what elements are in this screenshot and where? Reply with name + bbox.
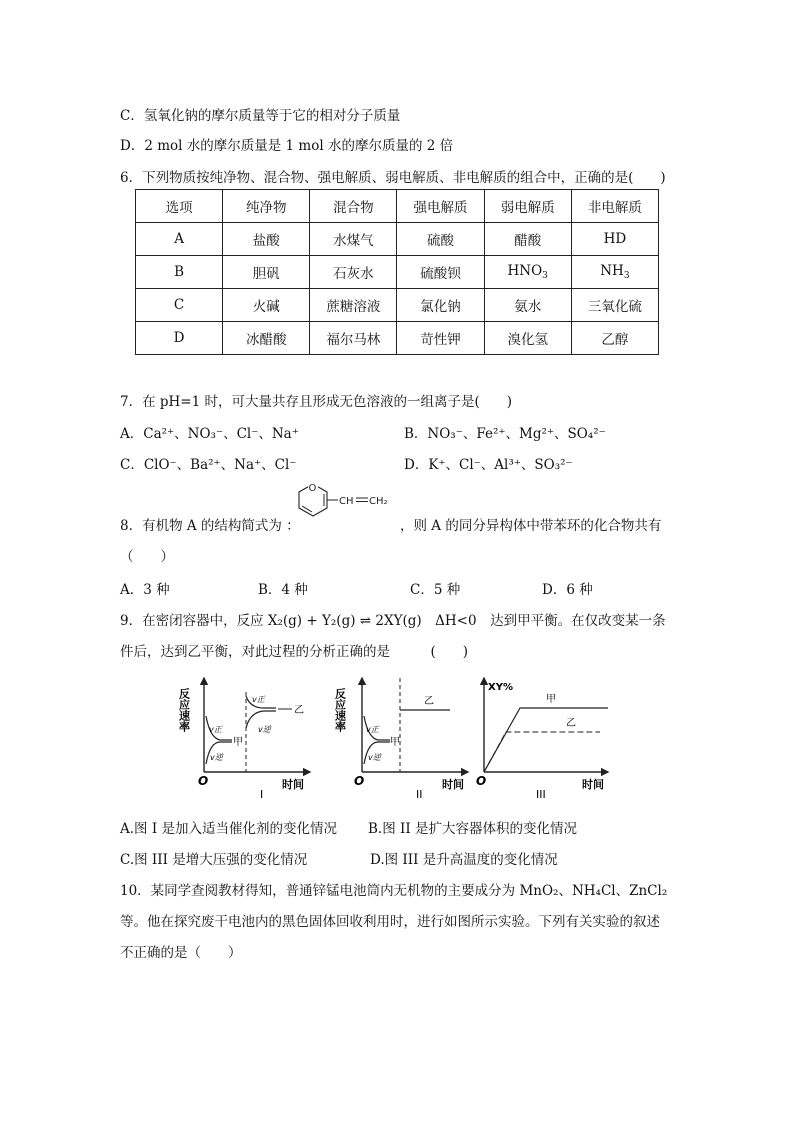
v-reverse-label: v逆 — [210, 753, 223, 762]
table-row — [136, 289, 659, 322]
table-cell: D — [136, 322, 223, 355]
table-cell: C — [136, 289, 223, 322]
table-cell: 冰醋酸 — [223, 322, 310, 355]
q5-option-c: C．氢氧化钠的摩尔质量等于它的相对分子质量 — [120, 108, 401, 124]
table-cell: 水煤气 — [310, 223, 397, 256]
table-row — [136, 256, 659, 289]
x-axis-label: 时间 — [442, 778, 464, 791]
table-cell: 乙醇 — [571, 322, 658, 355]
curve-yi — [484, 732, 600, 772]
q10-stem-line2: 等。他在探究废干电池内的黑色固体回收利用时，进行如图所示实验。下列有关实验的叙述 — [120, 914, 660, 930]
q8-option-a: A．3 种 — [120, 582, 170, 598]
col-header: 非电解质 — [571, 190, 658, 223]
q9-option-c: C.图 III 是增大压强的变化情况 — [120, 852, 308, 868]
subscript: 3 — [623, 271, 630, 281]
figure-caption: III — [536, 788, 546, 801]
table-cell: 硫酸 — [397, 223, 484, 256]
table-cell: 氨水 — [484, 289, 571, 322]
table-cell: 苛性钾 — [397, 322, 484, 355]
v-reverse-label: v逆 — [368, 753, 381, 762]
jia-label: 甲 — [546, 694, 556, 705]
origin-label: O — [198, 774, 209, 788]
table-row — [136, 322, 659, 355]
table-cell: 溴化氢 — [484, 322, 571, 355]
table-cell: 三氧化硫 — [571, 289, 658, 322]
x-axis-label: 时间 — [282, 778, 304, 791]
table-cell — [571, 256, 658, 289]
table-cell — [484, 256, 571, 289]
v-forward-label-2: v正 — [252, 695, 265, 704]
ch-group: CH — [339, 496, 354, 507]
curve-jia — [484, 708, 608, 772]
q8-option-c: C．5 种 — [410, 582, 461, 598]
yi-label: 乙 — [424, 696, 434, 707]
q9-stem-line2: 件后，达到乙平衡，对此过程的分析正确的是 ( ) — [120, 644, 469, 660]
col-header: 纯净物 — [223, 190, 310, 223]
q8-stem-post: ，则 A 的同分异构体中带苯环的化合物共有 — [400, 518, 662, 534]
figure-2 — [334, 678, 469, 801]
q10-stem-line1: 10．某同学查阅教材得知，普通锌锰电池筒内无机物的主要成分为 MnO₂、NH₄Cl、ZnCl₂ — [120, 883, 668, 899]
q7-stem: 7．在 pH=1 时，可大量共存且形成无色溶液的一组离子是( ) — [120, 394, 513, 410]
table-cell: 醋酸 — [484, 223, 571, 256]
jia-label: 甲 — [233, 737, 243, 748]
table-cell: 氯化钠 — [397, 289, 484, 322]
table-cell: HD — [571, 223, 658, 256]
table-cell: A — [136, 223, 223, 256]
table-cell: 石灰水 — [310, 256, 397, 289]
ch2-group: CH₂ — [369, 496, 388, 507]
table-header-row — [136, 190, 659, 223]
col-header: 混合物 — [310, 190, 397, 223]
q9-option-b: B.图 II 是扩大容器体积的变化情况 — [368, 821, 577, 837]
v-forward-label: v正 — [366, 725, 379, 734]
q9-option-d: D.图 III 是升高温度的变化情况 — [370, 852, 558, 868]
table-cell: 盐酸 — [223, 223, 310, 256]
q8-option-b: B．4 种 — [258, 582, 308, 598]
v-reverse-label-2: v逆 — [258, 725, 271, 734]
q10-stem-line3: 不正确的是（ ） — [120, 945, 242, 961]
figure-caption: II — [416, 788, 423, 801]
table-cell: 胆矾 — [223, 256, 310, 289]
col-header: 选项 — [136, 190, 223, 223]
origin-label: O — [354, 774, 365, 788]
q9-option-a: A.图 I 是加入适当催化剂的变化情况 — [120, 821, 337, 837]
q6-stem: 6．下列物质按纯净物、混合物、强电解质、弱电解质、非电解质的组合中，正确的是( ) — [120, 170, 666, 186]
v-forward-label: v正 — [209, 725, 222, 734]
q9-figures — [177, 672, 620, 804]
subscript: 3 — [542, 271, 548, 281]
yi-label: 乙 — [294, 705, 304, 716]
col-header: 弱电解质 — [484, 190, 571, 223]
q6-table — [135, 189, 659, 355]
q8-structure-formula — [296, 478, 400, 534]
figure-3 — [476, 678, 608, 801]
y-axis-label: 反应速率 — [333, 688, 347, 732]
figure-1 — [178, 678, 311, 801]
y-axis-label: XY% — [488, 682, 513, 693]
yi-label: 乙 — [566, 718, 576, 729]
table-cell: 福尔马林 — [310, 322, 397, 355]
q8-stem-pre: 8．有机物 A 的结构简式为 ： — [120, 518, 300, 534]
jia-label: 甲 — [390, 737, 400, 748]
q7-option-a: A．Ca²⁺、NO₃⁻、Cl⁻、Na⁺ — [120, 426, 299, 442]
col-header: 强电解质 — [397, 190, 484, 223]
table-cell: 火碱 — [223, 289, 310, 322]
formula-nh3: NH — [600, 263, 624, 279]
table-cell: B — [136, 256, 223, 289]
oxygen-atom: O — [308, 483, 317, 494]
table-row — [136, 223, 659, 256]
origin-label: O — [476, 774, 487, 788]
q8-option-d: D．6 种 — [542, 582, 593, 598]
q7-option-d: D．K⁺、Cl⁻、Al³⁺、SO₃²⁻ — [404, 457, 573, 473]
q8-paren: （ ） — [120, 549, 174, 565]
x-axis-label: 时间 — [582, 778, 604, 791]
figure-caption: I — [260, 788, 264, 801]
q5-option-d: D．2 mol 水的摩尔质量是 1 mol 水的摩尔质量的 2 倍 — [120, 138, 454, 154]
q9-stem-line1: 9．在密闭容器中，反应 X₂(g) + Y₂(g) ⇌ 2XY(g) ΔH<0 达到甲平衡。在仅改变某一条 — [120, 613, 666, 629]
q7-option-c: C．ClO⁻、Ba²⁺、Na⁺、Cl⁻ — [120, 457, 297, 473]
q7-option-b: B．NO₃⁻、Fe²⁺、Mg²⁺、SO₄²⁻ — [404, 426, 606, 442]
y-axis-label: 反应速率 — [177, 688, 191, 732]
formula-hno3: HNO — [507, 263, 543, 279]
table-cell: 硫酸钡 — [397, 256, 484, 289]
table-cell: 蔗糖溶液 — [310, 289, 397, 322]
